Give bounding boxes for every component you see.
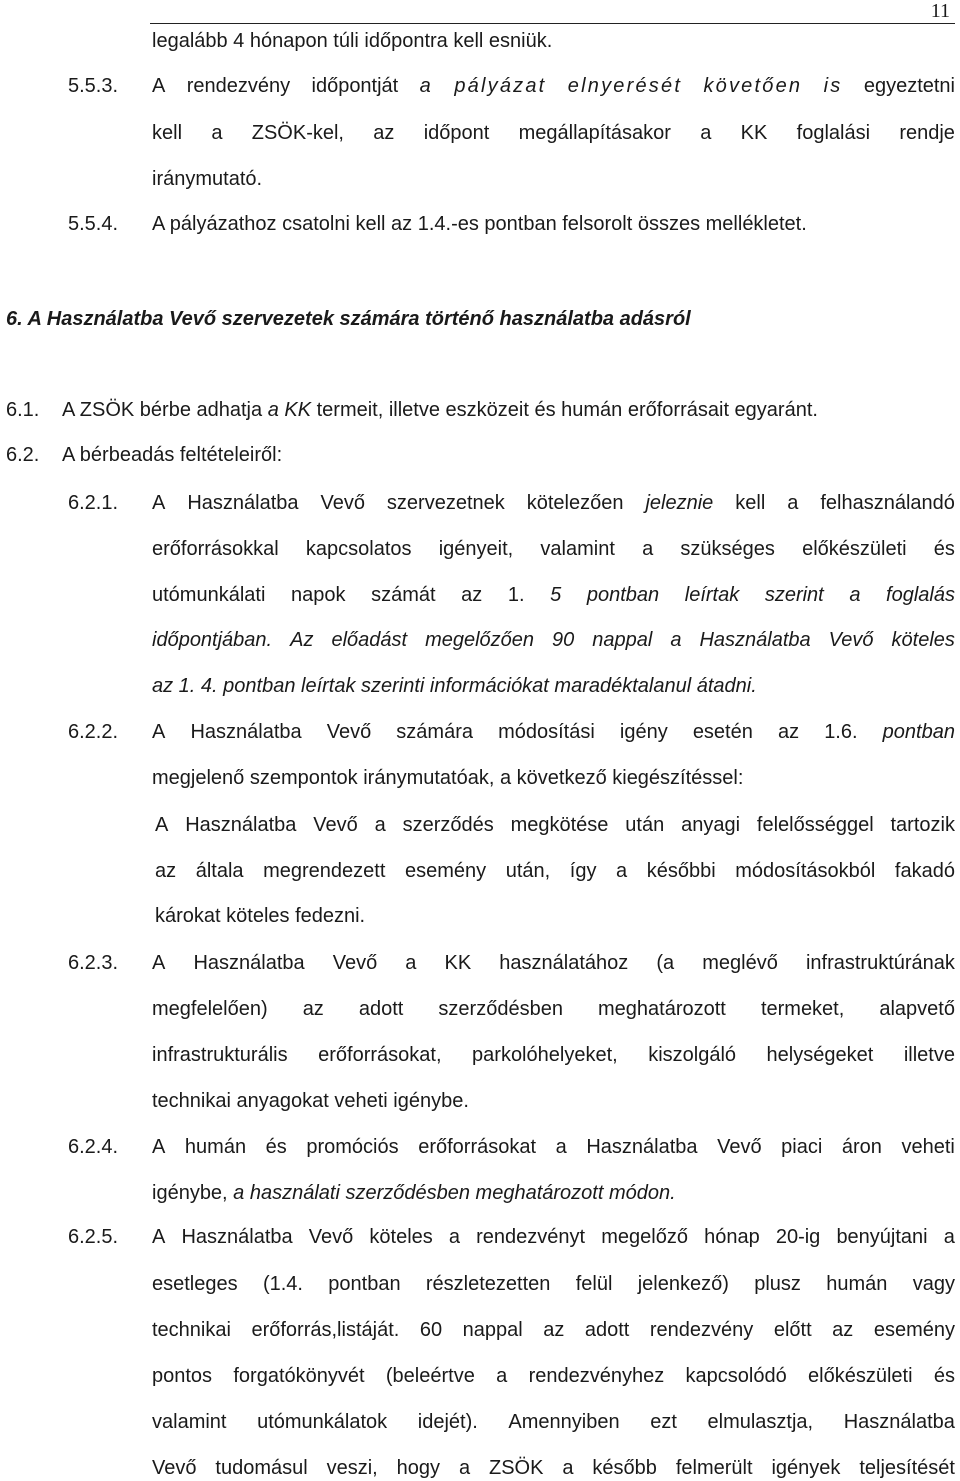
word: foglalási: [796, 122, 871, 144]
word: (1.4.: [262, 1273, 303, 1295]
word: Vevő: [320, 492, 365, 514]
word: későbbi: [646, 860, 716, 882]
word: Vevő: [313, 814, 358, 836]
word: rendezvény: [186, 75, 291, 97]
word: vagy: [912, 1273, 955, 1295]
text-segment: az 1. 4. pontban leírtak szerinti információkat maradéktalanul átadni.: [152, 675, 757, 697]
text-line: [152, 719, 955, 745]
word: hogy: [396, 1457, 441, 1479]
word: (a: [656, 952, 675, 974]
word: felhasználandó: [820, 492, 955, 514]
word: Használatba: [190, 721, 302, 743]
text-line: [152, 1180, 676, 1206]
word: veszi,: [326, 1457, 378, 1479]
word: elmulasztja,: [707, 1411, 814, 1433]
word: esetén: [692, 721, 753, 743]
word: számát: [371, 584, 436, 606]
word: valamint: [152, 1411, 227, 1433]
word: rendje: [899, 122, 955, 144]
word: Az: [290, 629, 314, 651]
word: KK: [444, 952, 472, 974]
text-line: [152, 1455, 955, 1481]
section-number: 5.5.4.: [68, 213, 119, 235]
text-line: [152, 627, 955, 653]
word: ezt: [650, 1411, 677, 1433]
word: a: [943, 1226, 955, 1248]
text-line: [152, 166, 262, 192]
word: Használatba: [185, 814, 297, 836]
word: szerint: [764, 584, 824, 606]
word: számára: [396, 721, 473, 743]
section-number: 5.5.3.: [68, 75, 119, 97]
word: köteles: [369, 1226, 433, 1248]
word: rendezvény: [649, 1319, 754, 1341]
word: erőforrás,listáját.: [251, 1319, 400, 1341]
text-line: [152, 1042, 955, 1068]
word: termeket,: [760, 998, 845, 1020]
word: erőforrásokat,: [318, 1044, 442, 1066]
word: köteles: [891, 629, 955, 651]
word: leírtak: [684, 584, 740, 606]
text-line: [62, 442, 282, 468]
word: Használatba: [586, 1136, 698, 1158]
word: meglévő: [702, 952, 778, 974]
word: módosítási: [498, 721, 595, 743]
word: is: [823, 75, 843, 97]
word: infrastrukturális: [152, 1044, 288, 1066]
text-segment: 6. A Használatba Vevő szervezetek számára történő használatba adásról: [6, 308, 691, 330]
word: ZSÖK-kel,: [251, 122, 344, 144]
word: benyújtani: [836, 1226, 928, 1248]
word: szerződésben: [438, 998, 563, 1020]
word: A: [155, 814, 169, 836]
word: az: [461, 584, 483, 606]
word: helységeket: [766, 1044, 874, 1066]
word: megelőző: [601, 1226, 688, 1248]
word: követően: [703, 75, 803, 97]
word: 90: [552, 629, 575, 651]
word: alapvető: [879, 998, 955, 1020]
word: A: [152, 721, 166, 743]
word: rendezvényt: [476, 1226, 586, 1248]
word: később: [592, 1457, 657, 1479]
word: az: [373, 122, 395, 144]
word: Amennyiben: [508, 1411, 620, 1433]
word: (beleértve: [385, 1365, 475, 1387]
word: Használatba: [699, 629, 811, 651]
word: az: [832, 1319, 854, 1341]
word: megkötése: [510, 814, 609, 836]
word: az: [155, 860, 177, 882]
word: A: [152, 1226, 166, 1248]
word: használatához: [499, 952, 629, 974]
word: piaci: [781, 1136, 823, 1158]
word: napok: [291, 584, 346, 606]
word: kapcsolódó: [685, 1365, 787, 1387]
word: pályázat: [454, 75, 547, 97]
word: Vevő: [326, 721, 372, 743]
text-line: [152, 582, 955, 608]
word: módosításokból: [735, 860, 876, 882]
section-number: 6.2.2.: [68, 721, 119, 743]
text-line: [152, 211, 807, 237]
word: Használatba: [193, 952, 305, 974]
word: meghatározott: [598, 998, 726, 1020]
word: teljesítését: [859, 1457, 955, 1479]
word: tudomásul: [215, 1457, 308, 1479]
word: időpont: [423, 122, 490, 144]
word: a: [458, 1457, 471, 1479]
word: anyagi: [681, 814, 741, 836]
word: 1.6.: [824, 721, 858, 743]
text-segment: iránymutató.: [152, 168, 263, 190]
word: esemény: [873, 1319, 955, 1341]
word: A: [152, 75, 166, 97]
word: esetleges: [152, 1273, 238, 1295]
word: nappal: [592, 629, 653, 651]
word: nappal: [462, 1319, 523, 1341]
text-segment: legalább 4 hónapon túli időpontra kell esniük.: [152, 30, 553, 52]
word: a: [616, 860, 628, 882]
word: utómunkálati: [152, 584, 266, 606]
page-number: 11: [930, 0, 950, 22]
word: kötelezően: [526, 492, 624, 514]
word: időpontját: [311, 75, 399, 97]
word: elnyerését: [567, 75, 683, 97]
word: technikai: [152, 1319, 231, 1341]
word: előadást: [331, 629, 408, 651]
text-segment: a használati szerződésben meghatározott módon.: [233, 1182, 676, 1204]
word: igényeit,: [438, 538, 514, 560]
text-segment: A ZSÖK bérbe adhatja: [62, 399, 268, 421]
word: igény: [619, 721, 668, 743]
word: a: [700, 122, 712, 144]
word: illetve: [903, 1044, 955, 1066]
word: tartozik: [890, 814, 955, 836]
text-line: [152, 1409, 955, 1435]
word: parkolóhelyeket,: [472, 1044, 618, 1066]
word: az: [302, 998, 324, 1020]
word: forgatókönyvét: [233, 1365, 365, 1387]
word: a: [849, 584, 861, 606]
text-segment: a KK: [267, 399, 312, 421]
word: igények: [771, 1457, 841, 1479]
text-line: [152, 950, 955, 976]
word: a: [642, 538, 654, 560]
text-line: [152, 1224, 955, 1250]
word: így: [569, 860, 597, 882]
word: időpontjában.: [152, 629, 273, 651]
section-number: 6.2.1.: [68, 492, 119, 514]
word: idejét).: [417, 1411, 478, 1433]
word: KK: [740, 122, 768, 144]
word: erőforrásokkal: [152, 538, 279, 560]
word: szervezetnek: [386, 492, 505, 514]
word: a: [670, 629, 682, 651]
word: A: [152, 492, 166, 514]
text-segment: megjelenő szempontok iránymutatóak, a következő kiegészítéssel:: [152, 767, 744, 789]
word: promóciós: [306, 1136, 399, 1158]
word: plusz: [754, 1273, 801, 1295]
word: erőforrásokat: [418, 1136, 537, 1158]
section-number: 6.2.: [6, 444, 40, 466]
word: A: [152, 1136, 166, 1158]
word: és: [933, 538, 955, 560]
text-line: [152, 1271, 955, 1297]
word: Használatba: [843, 1411, 955, 1433]
word: hónap: [704, 1226, 760, 1248]
word: utómunkálatok: [257, 1411, 388, 1433]
word: kell: [152, 122, 183, 144]
word: előkészületi: [808, 1365, 913, 1387]
word: a: [405, 952, 417, 974]
text-segment: károkat köteles fedezni.: [155, 905, 366, 927]
word: felül: [575, 1273, 613, 1295]
text-line: [152, 673, 757, 699]
word: A: [152, 952, 166, 974]
word: megelőzően: [425, 629, 535, 651]
word: humán: [826, 1273, 888, 1295]
word: általa: [195, 860, 244, 882]
word: az: [777, 721, 800, 743]
word: előkészületi: [802, 538, 907, 560]
text-line: [152, 996, 955, 1022]
text-line: [6, 306, 691, 332]
word: adott: [584, 1319, 630, 1341]
word: és: [933, 1365, 955, 1387]
word: 5: [550, 584, 562, 606]
text-line: [152, 1317, 955, 1343]
word: veheti: [901, 1136, 955, 1158]
section-number: 6.2.4.: [68, 1136, 119, 1158]
word: és: [265, 1136, 287, 1158]
word: a: [448, 1226, 461, 1248]
word: részletezetten: [425, 1273, 551, 1295]
word: a: [496, 1365, 508, 1387]
word: 1.: [507, 584, 525, 606]
section-number: 6.2.3.: [68, 952, 119, 974]
text-line: [152, 490, 955, 516]
word: humán: [184, 1136, 247, 1158]
text-line: [152, 73, 955, 99]
text-line: [155, 858, 955, 884]
word: egyeztetni: [863, 75, 955, 97]
word: a: [419, 75, 433, 97]
word: az: [543, 1319, 565, 1341]
word: 60: [419, 1319, 443, 1341]
word: megrendezett: [263, 860, 386, 882]
text-segment: A bérbeadás feltételeiről:: [62, 444, 283, 466]
word: Vevő: [828, 629, 874, 651]
word: után,: [505, 860, 551, 882]
word: kell: [735, 492, 766, 514]
section-number: 6.1.: [6, 399, 40, 421]
section-number: 6.2.5.: [68, 1226, 119, 1248]
word: 20-ig: [775, 1226, 821, 1248]
word: a: [562, 1457, 574, 1479]
word: Használatba: [181, 1226, 293, 1248]
word: előtt: [773, 1319, 812, 1341]
text-line: [152, 1363, 955, 1389]
header-rule: [150, 23, 955, 24]
text-segment: termeit, illetve eszközeit és humán erőforrásait egyaránt.: [311, 399, 818, 421]
word: felmerült: [675, 1457, 753, 1479]
word: ZSÖK: [489, 1457, 544, 1479]
word: fakadó: [894, 860, 955, 882]
text-segment: technikai anyagokat veheti igénybe.: [152, 1090, 469, 1112]
text-line: [152, 536, 955, 562]
word: a: [211, 122, 223, 144]
word: a: [555, 1136, 567, 1158]
word: Használatba: [187, 492, 299, 514]
word: után: [625, 814, 665, 836]
word: valamint: [540, 538, 615, 560]
text-segment: A pályázathoz csatolni kell az 1.4.-es pontban felsorolt összes mellékletet.: [152, 213, 807, 235]
text-line: [62, 397, 818, 423]
text-line: [152, 1134, 955, 1160]
word: megfelelően): [152, 998, 268, 1020]
text-line: [152, 120, 955, 146]
word: a: [374, 814, 386, 836]
text-segment: igénybe,: [152, 1182, 234, 1204]
text-line: [155, 812, 955, 838]
word: kapcsolatos: [305, 538, 412, 560]
word: szerződés: [402, 814, 494, 836]
word: kiszolgáló: [648, 1044, 737, 1066]
word: jeleznie: [645, 492, 714, 514]
text-line: [152, 765, 743, 791]
word: pontos: [152, 1365, 213, 1387]
word: felelősséggel: [756, 814, 874, 836]
word: jelenkező): [637, 1273, 729, 1295]
word: Vevő: [152, 1457, 197, 1479]
word: Vevő: [332, 952, 378, 974]
word: Vevő: [717, 1136, 762, 1158]
word: infrastruktúrának: [805, 952, 955, 974]
word: megállapításakor: [518, 122, 671, 144]
word: áron: [841, 1136, 882, 1158]
word: adott: [358, 998, 404, 1020]
text-line: [155, 903, 365, 929]
word: pontban: [586, 584, 660, 606]
word: szükséges: [680, 538, 775, 560]
word: rendezvényhez: [528, 1365, 665, 1387]
word: foglalás: [886, 584, 955, 606]
text-line: [152, 28, 552, 54]
word: pontban: [882, 721, 955, 743]
text-line: [152, 1088, 469, 1114]
word: esemény: [404, 860, 487, 882]
word: pontban: [328, 1273, 401, 1295]
word: Vevő: [308, 1226, 354, 1248]
word: a: [787, 492, 799, 514]
